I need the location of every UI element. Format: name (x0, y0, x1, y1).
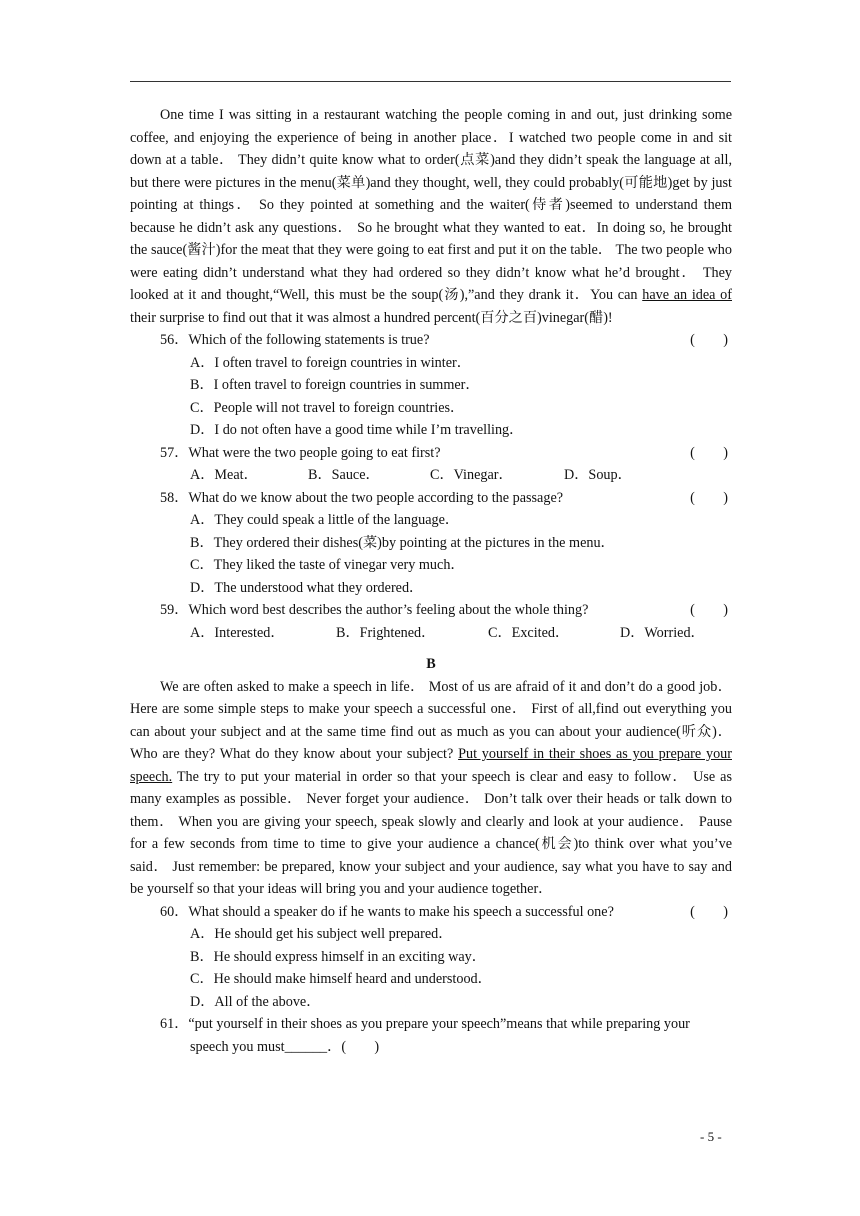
option: D．I do not often have a good time while I’m travelling． (190, 422, 524, 438)
underlined-phrase: have an idea of (642, 287, 732, 303)
question-56 (160, 329, 732, 352)
question-59 (160, 599, 732, 622)
document-page (130, 104, 732, 1058)
option: B．They ordered their dishes(菜)by pointing at the pictures in the menu． (190, 534, 615, 551)
option: D．All of the above． (190, 993, 321, 1010)
question-stem: 59．Which word best describes the author’s feeling about the whole thing? (160, 602, 589, 618)
answer-blank: ( ) (690, 602, 728, 618)
option: B．Sauce． (308, 467, 380, 483)
option: B．He should express himself in an exciting way． (190, 948, 486, 965)
passage-b (130, 676, 732, 901)
passage-a-text: One time I was sitting in a restaurant watching the people coming in and out, just drinking some coffee, and enjoying the experience of being in another place．I watched two people come in and sit down at a table． They didn’t quite know what to order(点菜)and they didn’t speak the language at all, but there were pictures in the menu(菜单)and they thought, well, they could probably(可能地)get by just pointing at things． So they pointed at something and the waiter(侍者)seemed to understand them because he didn’t ask any questions． So he brought what they wanted to eat．In doing so, he brought the sauce(酱汁)for the meat that they were going to eat first and put it on the table． The two people who were eating didn’t understand what they had ordered so they didn’t know what he’d brought． They looked at it and thought,“Well, this must be the soup(汤),”and they drank it．You can (130, 107, 732, 303)
option: D．Soup． (564, 467, 632, 483)
option: C．He should make himself heard and understood． (190, 971, 492, 987)
passage-a (130, 104, 732, 329)
option: A．They could speak a little of the language． (190, 512, 460, 528)
passage-a-text-end: their surprise to find out that it was almost a hundred percent(百分之百)vinegar(醋)! (130, 309, 613, 326)
question-61 (160, 1013, 732, 1036)
question-stem: 60．What should a speaker do if he wants to make his speech a successful one? (160, 903, 614, 920)
section-b-title: B (426, 656, 436, 672)
header-rule (130, 81, 731, 82)
page-number: - 5 - (700, 1129, 722, 1144)
question-58 (160, 487, 732, 510)
options-row (190, 622, 732, 645)
option: A．Meat． (190, 467, 258, 483)
question-60 (160, 901, 732, 924)
passage-b-text-end: The try to put your material in order so that your speech is clear and easy to follow． Use as many examples as possible． Never forget your audience． Don’t talk over their heads or talk down to them． When you are giving your speech, speak slowly and clearly and look at your audience． Pause for a few seconds from time to time to give your audience a chance(机会)to think over what you’ve said． Just remember: be prepared, know your subject and your audience, say what you have to say and be yourself so that your ideas will bring you and your audience together． (130, 768, 732, 897)
option: C．People will not travel to foreign countries． (190, 399, 465, 416)
option: B．Frightened． (336, 624, 436, 641)
option: B．I often travel to foreign countries in summer． (190, 377, 480, 393)
question-57 (160, 442, 732, 465)
question-stem: 57．What were the two people going to eat first? (160, 444, 441, 461)
option: D．Worried． (620, 624, 705, 641)
answer-blank: ( ) (690, 903, 728, 920)
question-stem: 58．What do we know about the two people according to the passage? (160, 489, 564, 506)
question-stem: 56．Which of the following statements is true? (160, 332, 430, 348)
option: A．He should get his subject well prepared． (190, 926, 453, 942)
answer-blank: ( ) (690, 444, 728, 461)
option: A．Interested． (190, 624, 285, 641)
option: C．Excited． (488, 624, 570, 641)
question-61-continuation: speech you must______．( ) (190, 1038, 380, 1055)
passage-b-text: We are often asked to make a speech in life． Most of us are afraid of it and don’t do a good job． Here are some simple steps to make your speech a successful one． First of all,find out everything you can about your subject and at the same time find out as much as you can about your audience(听众)． Who are they? What do they know about your subject? (130, 678, 732, 762)
answer-blank: ( ) (690, 489, 728, 506)
option: D．The understood what they ordered． (190, 579, 424, 596)
answer-blank: ( ) (690, 332, 728, 348)
option: C．They liked the taste of vinegar very much． (190, 557, 465, 573)
question-stem: 61．“put yourself in their shoes as you prepare your speech”means that while preparing your (160, 1016, 690, 1032)
option: C．Vinegar． (430, 467, 513, 483)
underlined-sentence: Put yourself in their shoes as you prepare your speech. (130, 746, 732, 785)
options-row (190, 464, 732, 487)
option: A．I often travel to foreign countries in winter． (190, 354, 471, 371)
